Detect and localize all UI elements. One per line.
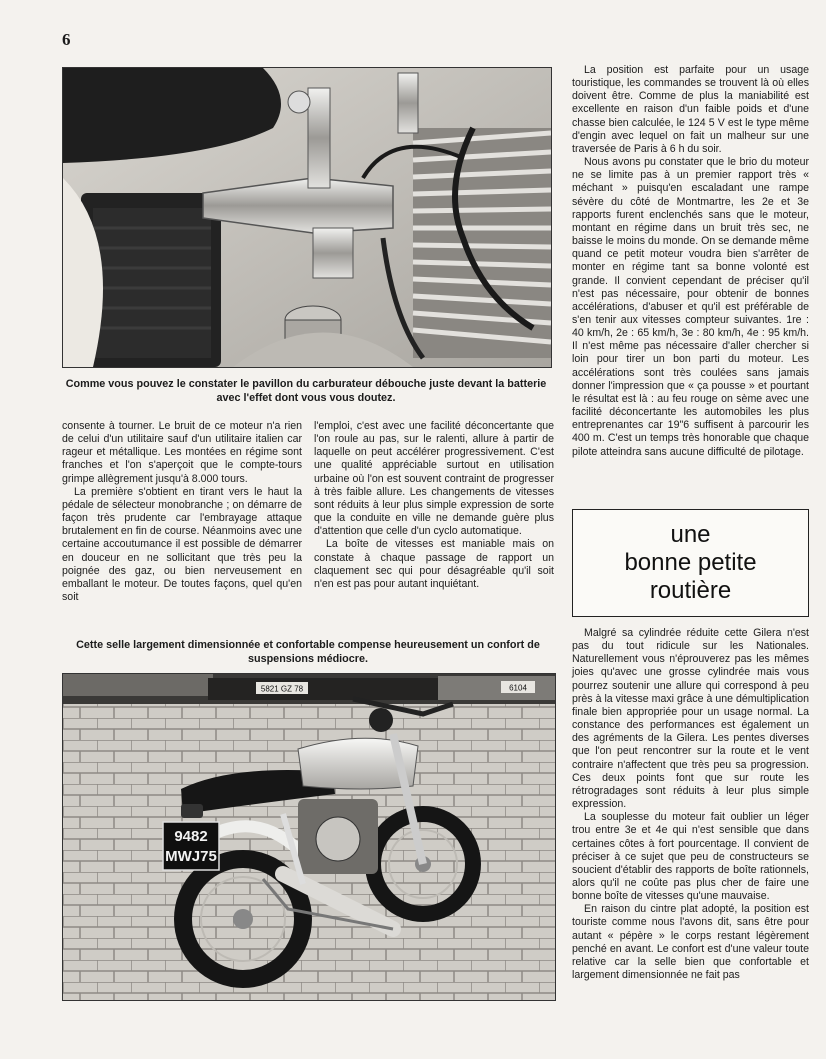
- caption-carburetor: Comme vous pouvez le constater le pavillon du carburateur débouche juste devant la batterie avec l'effet dont vous vous doutez.: [65, 378, 547, 404]
- motorcycle-photo: [62, 673, 556, 1001]
- paragraph: Malgré sa cylindrée réduite cette Gilera n'est pas du tout ridicule sur les Nationales. Naturellement vous n'éprouverez pas les mêmes joies qu'avec une grosse cylindrée mais vous pourrez soutenir une allure qui correspond à peu près à la vitesse maxi grâce à une démultiplication finale bien appropriée pour un usage normal. La constance des performances est également un des agréments de la Gilera. Les pentes diverses que l'on peut rencontrer sur la route et le vent contraire n'affectent que très peu sa progression. Ces deux points font que sur route les rétrogradages sont réduits à leur plus simple expression.: [572, 627, 809, 811]
- column-right-bottom: [572, 627, 809, 982]
- car-plate: 6104: [509, 683, 527, 693]
- column-right-top: [572, 64, 809, 459]
- section-headline-box: [572, 509, 809, 617]
- car-plate: 5821 GZ 78: [260, 684, 304, 694]
- headline-line: une: [670, 521, 711, 548]
- column-left: [62, 420, 302, 604]
- paragraph: En raison du cintre plat adopté, la position est touriste comme nous l'avons dit, sans être pour autant « pépère » le corps restant légèrement penché en avant. Le confort est d'une valeur toute relative car la selle bien que confortable et largement dimensionnée ne fait pas: [572, 903, 809, 982]
- column-middle: [314, 420, 554, 591]
- page-number: 6: [62, 30, 71, 49]
- headline-line: routière: [649, 577, 732, 604]
- headline-line: bonne petite: [624, 549, 757, 576]
- carburetor-photo: [62, 67, 552, 368]
- paragraph: Nous avons pu constater que le brio du moteur ne se limite pas à un premier rapport très « méchant » puisqu'en escaladant une rampe sévère du côté de Montmartre, les 2e et 3e rapports furent enclenchés sans que le moteur, montant en régime dans un bruit très sec, ne baisse le moins du monde. On se demande même quand ce petit moteur voudra bien s'arrêter de monter en régime tant sa bonne volonté est grande. Il convient cependant de préciser qu'il n'est pas nécessaire, pour obtenir de bonnes accélérations, d'abuser et qu'il est préférable de s'en tenir aux vitesses compteur suivantes. 1re : 40 km/h, 2e : 65 km/h, 3e : 80 km/h, 4e : 95 km/h. Il n'est même pas nécessaire d'aller chercher si loin pour tirer un bon parti du moteur. Les accélérations sont très coulées sans jamais donner l'impression que « ça pousse » et pourtant le résultat est là : au feu rouge on sème avec une facilité déconcertante les automobiles les plus entreprenantes car 19"6 suffisent à parcourir les 400 m. C'est un temps très honorable que chaque pilote atteindra sans aucune difficulté de pilotage.: [572, 156, 809, 458]
- plate-number-line1: 9482: [174, 828, 208, 845]
- paragraph: consente à tourner. Le bruit de ce moteur n'a rien de celui d'un utilitaire sauf d'un utilitaire italien car rageur et métallique. Les montées en régime sont franches et l'on s'aperçoit que le compte-tours grimpe allègrement jusqu'à 8.000 tours.: [62, 420, 302, 485]
- paragraph: La souplesse du moteur fait oublier un léger trou entre 3e et 4e qui n'est sensible que dans certaines côtes à fort pourcentage. Il convient de préciser à ce sujet que peu de constructeurs se soucient d'établir des rapports de boîte rationnels, alors qu'il ne coûte pas plus cher de faire une bonne boîte de vitesses qu'une mauvaise.: [572, 811, 809, 903]
- plate-number-line2: MWJ75: [165, 848, 217, 865]
- paragraph: La première s'obtient en tirant vers le haut la pédale de sélecteur monobranche ; on démarre de façon très prudente car l'embrayage attaque brutalement en fin de course. Néanmoins avec une certaine accoutumance il est possible de démarrer en douceur en ne sollicitant que très peu la poignée des gaz, ou bien nerveusement en emballant le moteur. De toutes façons, quel qu'en soit: [62, 485, 302, 604]
- paragraph: l'emploi, c'est avec une facilité déconcertante que l'on roule au pas, sur le ralenti, allure à partir de laquelle on peut accélérer progressivement. C'est une qualité appréciable surtout en utilisation urbaine où l'on est souvent contraint de progresser à très faible allure. Les changements de vitesses sont réduits à leur plus simple expression de sorte que la conduite en ville ne demande guère plus d'attention que celle d'un cyclo automatique.: [314, 420, 554, 538]
- paragraph: La position est parfaite pour un usage touristique, les commandes se trouvent là où elles doivent être. Comme de plus la maniabilité est excellente en raison d'un faible poids et d'une chasse bien calculée, le 124 5 V est le type même d'engin avec lequel on fait un malheur sur une traversée de Paris à 6 h du soir.: [572, 64, 809, 155]
- caption-seat: Cette selle largement dimensionnée et confortable compense heureusement un confort de suspensions médiocre.: [76, 639, 540, 665]
- paragraph: La boîte de vitesses est maniable mais on constate à chaque passage de rapport un claquement sec qui pour désagréable qu'il soit n'en est pas pour autant inquiétant.: [314, 538, 554, 590]
